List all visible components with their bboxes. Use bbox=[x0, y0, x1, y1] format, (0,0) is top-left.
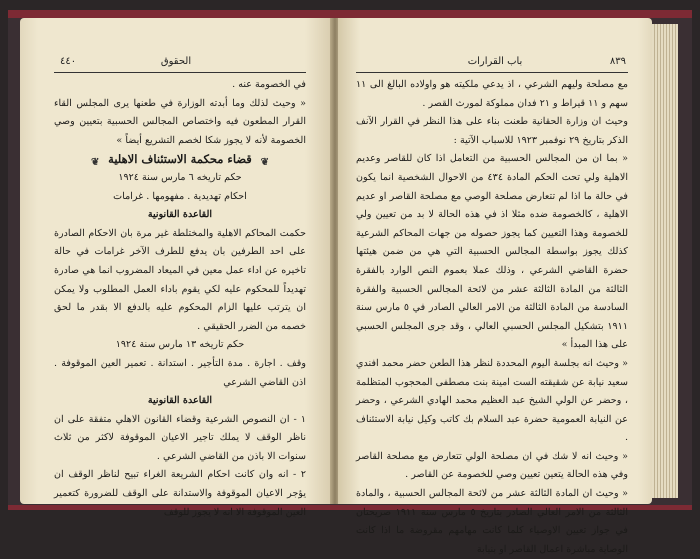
right-paragraph: « وحيث انه لا شك في ان مصلحة الولي تتعارض مع مصلحة القاصر وفي هذه الحالة يتعين تعيين وصي للخصومة عن القاصر . bbox=[356, 450, 628, 481]
page-edges bbox=[652, 24, 678, 498]
ruling-item: ١ - ان النصوص الشرعية وقضاء القانون الاهلي متفقة على ان ناظر الوقف لا يملك تاجير الاعيان الموقوفة لاكثر من ثلاث سنوات الا باذن من القاضي الشرعي . bbox=[54, 413, 306, 462]
left-page-body bbox=[54, 76, 306, 522]
rule-heading: القاعدة القانونية bbox=[147, 209, 213, 221]
ornament-icon: ❦ bbox=[90, 157, 100, 169]
ruling-keywords: احكام تهديدية . مفهومها . غرامات bbox=[113, 190, 247, 202]
ruling-text: حكمت المحاكم الاهلية والمختلطة غير مرة بان الاحكام الصادرة على احد الطرفين بان يدفع للطرف الآخر غرامات في حالة تاخيره عن اداء عمل معين في الميعاد المضروب انما هي صادرة تهديداً للمحكوم عليه لكي يقوم باداء العمل المطلوب ولا يمكن ان يترتب عليها الزام المحكوم عليه بالدفع الا بقدر ما لحق خصمه من الضرر الحقيقي . bbox=[54, 227, 306, 332]
ornament-icon: ❦ bbox=[260, 157, 270, 169]
left-page-header bbox=[20, 56, 332, 76]
section-title bbox=[54, 150, 306, 169]
left-paragraph: « وحيث لذلك وما أبدته الوزارة في طعنها يرى المجلس القاء القرار المطعون فيه واختصاص المجالس الحسبية بتعيين وصي الخصومة لأنه لا يجوز شكا لخصم التشريع أيضاً » bbox=[54, 97, 306, 146]
left-running-title: الحقوق bbox=[160, 56, 192, 67]
left-page-number: ٤٤٠ bbox=[60, 56, 77, 67]
left-paragraph: في الخصومة عنه . bbox=[232, 79, 306, 90]
open-book bbox=[20, 18, 682, 555]
right-paragraph: « بما ان من المجالس الحسبية من التعامل اذا كان للقاصر وعديم الاهلية ولي تحت الحكم المادة ٤٣٤ من الاحوال الشخصية انما يكون في حالة ما اذا لم تتعارض مصلحة الوصي مع مصلحة القاصر او عديم الاهلية ، كالخصومة ضده مثلا اذ في هذه الحالة لا بد من تعيين ولي للخصومة وهذا التعيين كما يجوز حصوله من جهات المحاكم الشرعية كذلك يجوز بواسطة المجالس الحسبية التي هي من ضمن هيئتها حضرة القاضي الشرعي ، وذلك عملا بعموم النص الوارد بالفقرة الثالثة من المادة الثالثة عشر من لائحة المجالس الحسبية والفقرة السادسة من المادة الثالثة من الامر العالي الصادر في ٥ مارس سنة ١٩١١ بتشكيل المجلس الحسبي العالي ، وقد جرى المجلس الحسبي على هذا المبدأ » bbox=[356, 153, 628, 351]
right-page-header bbox=[338, 56, 652, 76]
left-header-rule bbox=[54, 72, 306, 73]
ruling-item: ٢ - انه وان كانت احكام الشريعة الغراء تبيح لناظر الوقف ان يؤجر الاعيان الموقوفة والاستدانة على الوقف للضرورة كتعمير العين الموقوفة الا انه لا يجوز للوقف bbox=[54, 469, 306, 518]
ruling-keywords: وقف . اجارة . مدة التأجير . استدانة . تعمير العين الموقوفة . اذن القاضي الشرعي bbox=[54, 357, 306, 388]
ruling-date: حكم تاريخه ٦ مارس سنة ١٩٢٤ bbox=[118, 171, 242, 183]
right-running-title: باب القرارات bbox=[467, 56, 523, 67]
section-title-text: قضاء محكمة الاستئناف الاهلية bbox=[108, 152, 252, 167]
right-page-body bbox=[356, 76, 628, 559]
cover-binding-top bbox=[8, 10, 692, 18]
right-paragraph: وحيث ان وزارة الحقانية طعنت بناء على هذا النظر في القرار الآنف الذكر بتاريخ ٢٩ نوفمبر ١٩٢٣ للاسباب الآتية : bbox=[356, 116, 628, 146]
rule-heading: القاعدة القانونية bbox=[147, 395, 213, 407]
left-page bbox=[20, 18, 332, 518]
right-paragraph: مع مصلحة وليهم الشرعي ، اذ يدعي ملكيته هو واولاده البالغ الى ١١ سهم و ١١ قيراط و ٢١ فدان مملوكة لمورث القصر . bbox=[356, 79, 628, 109]
right-paragraph: « وحيث انه بجلسة اليوم المحددة لنظر هذا الطعن حضر محمد افندي سعيد نيابة عن شقيقته الست امينة بنت مصطفى المحجوب المتظلمة ، وحضر عن الولي الشيخ عبد العظيم محمد الهادي الشرعي ، وحضر عن النيابة العمومية حضرة عبد السلام بك كاتب وكيل نيابة الاستئناف . bbox=[356, 357, 628, 444]
ruling-date: حكم تاريخه ١٣ مارس سنة ١٩٢٤ bbox=[115, 339, 245, 351]
right-page-number: ٨٣٩ bbox=[609, 56, 626, 67]
right-paragraph: « وحيث ان المادة الثالثة عشر من لائحة المجالس الحسبية ، والمادة الثالثة من الامر العالي الصادر بتاريخ ٥ مارس سنة ١٩١١ صريحتان في جواز تعيين الاوصياء كلما كانت مهامهم مقروضة ما اذا كانت الوصاية مباشرة اعمال القاصر او بنيابة bbox=[356, 488, 629, 555]
right-header-rule bbox=[356, 72, 628, 73]
right-page bbox=[338, 18, 652, 555]
